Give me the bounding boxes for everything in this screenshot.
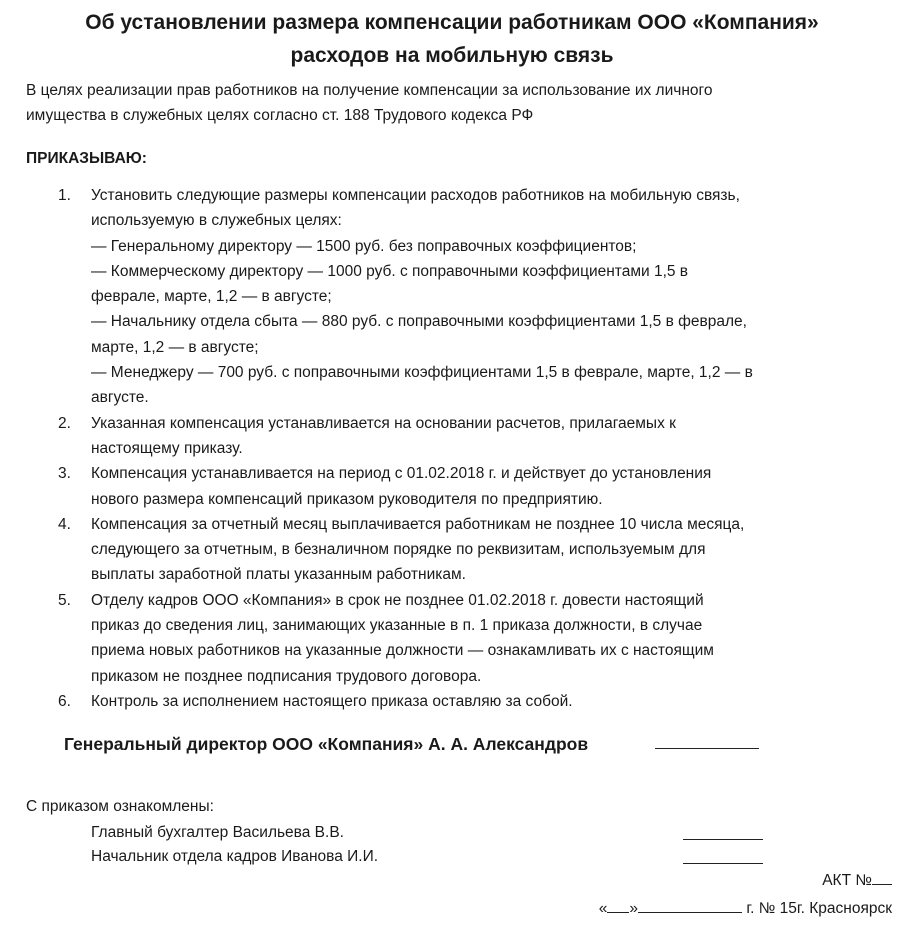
order-item-3 bbox=[0, 461, 904, 512]
item-text-line: феврале, марте, 1,2 — в августе; bbox=[91, 288, 332, 306]
act-label: АКТ № bbox=[822, 872, 872, 889]
signature-line-2 bbox=[683, 863, 763, 864]
order-item-5 bbox=[0, 588, 904, 689]
item-text-line: настоящему приказу. bbox=[91, 439, 243, 457]
item-text-line: — Коммерческому директору — 1000 руб. с поправочными коэффициентами 1,5 в bbox=[91, 262, 689, 280]
item-text bbox=[91, 183, 891, 411]
signature-line-1 bbox=[683, 839, 763, 840]
item-text-line: — Генеральному директору — 1500 руб. без поправочных коэффициентов; bbox=[91, 237, 637, 255]
item-text-line: приказ до сведения лиц, занимающих указанные в п. 1 приказа должности, в случае bbox=[91, 617, 703, 635]
item-text-line: — Начальнику отдела сбыта — 880 руб. с поправочными коэффициентами 1,5 в феврале, bbox=[91, 313, 747, 331]
item-text bbox=[91, 461, 891, 512]
item-number: 4. bbox=[58, 515, 71, 533]
item-number: 6. bbox=[58, 692, 71, 710]
order-item-1 bbox=[0, 183, 904, 411]
director-signature-label: Генеральный директор ООО «Компания» А. А. Александров bbox=[64, 734, 589, 754]
order-item-2 bbox=[0, 411, 904, 462]
act-number-blank bbox=[872, 868, 892, 885]
title-line-2: расходов на мобильную связь bbox=[290, 44, 614, 67]
order-item-4 bbox=[0, 512, 904, 588]
footer-number: г. № 15 bbox=[742, 900, 797, 917]
day-blank bbox=[607, 896, 629, 913]
intro-line-2: имущества в служебных целях согласно ст. 188 Трудового кодекса РФ bbox=[26, 107, 534, 124]
director-signature-line bbox=[655, 748, 759, 749]
item-text bbox=[91, 689, 891, 714]
item-text-line: августе. bbox=[91, 389, 149, 407]
item-text bbox=[91, 411, 891, 462]
item-text-line: Установить следующие размеры компенсации расходов работников на мобильную связь, bbox=[91, 187, 740, 204]
footer-city: г. Красноярск bbox=[796, 900, 892, 917]
footer-date-line bbox=[599, 896, 892, 921]
item-number: 2. bbox=[58, 414, 71, 432]
item-text-line: следующего за отчетным, в безналичном порядке по реквизитам, используемым для bbox=[91, 541, 706, 559]
quote-open: « bbox=[598, 900, 608, 917]
item-number: 3. bbox=[58, 465, 71, 483]
acknowledged-person-1: Главный бухгалтер Васильева В.В. bbox=[91, 824, 344, 841]
item-text-line: приказом не позднее подписания трудового договора. bbox=[91, 667, 482, 685]
item-text-line: Указанная компенсация устанавливается на основании расчетов, прилагаемых к bbox=[91, 414, 676, 432]
quote-close: » bbox=[629, 900, 639, 917]
acknowledged-title: С приказом ознакомлены: bbox=[26, 798, 214, 815]
item-text-line: — Менеджеру — 700 руб. с поправочными коэффициентами 1,5 в феврале, марте, 1,2 — в bbox=[91, 364, 753, 382]
item-text-line: нового размера компенсаций приказом руководителя по предприятию. bbox=[91, 490, 603, 508]
intro-line-1: В целях реализации прав работников на получение компенсации за использование их личного bbox=[26, 82, 713, 99]
item-text-line: используемую в служебных целях: bbox=[91, 212, 342, 230]
item-text-line: приема новых работников на указанные должности — ознакамливать их с настоящим bbox=[91, 642, 714, 660]
item-text-line: Отделу кадров ООО «Компания» в срок не позднее 01.02.2018 г. довести настоящий bbox=[91, 591, 704, 609]
document-title bbox=[20, 6, 884, 72]
intro-paragraph bbox=[26, 78, 876, 128]
item-text-line: Компенсация за отчетный месяц выплачивается работникам не позднее 10 числа месяца, bbox=[91, 515, 745, 533]
act-number bbox=[822, 868, 892, 892]
item-text-line: выплаты заработной платы указанным работникам. bbox=[91, 566, 466, 584]
order-item-6 bbox=[0, 689, 904, 714]
order-items-list bbox=[0, 183, 904, 714]
month-blank bbox=[638, 896, 742, 913]
item-text-line: Контроль за исполнением настоящего приказа оставляю за собой. bbox=[91, 692, 573, 710]
acknowledged-person-2: Начальник отдела кадров Иванова И.И. bbox=[91, 848, 379, 865]
item-text bbox=[91, 512, 891, 588]
item-number: 1. bbox=[58, 187, 71, 204]
item-text-line: Компенсация устанавливается на период с 01.02.2018 г. и действует до установления bbox=[91, 465, 712, 483]
item-text-line: марте, 1,2 — в августе; bbox=[91, 338, 259, 356]
order-word: ПРИКАЗЫВАЮ: bbox=[26, 150, 147, 167]
item-text bbox=[91, 588, 891, 689]
item-number: 5. bbox=[58, 591, 71, 609]
title-line-1: Об установлении размера компенсации работникам ООО «Компания» bbox=[85, 11, 819, 34]
